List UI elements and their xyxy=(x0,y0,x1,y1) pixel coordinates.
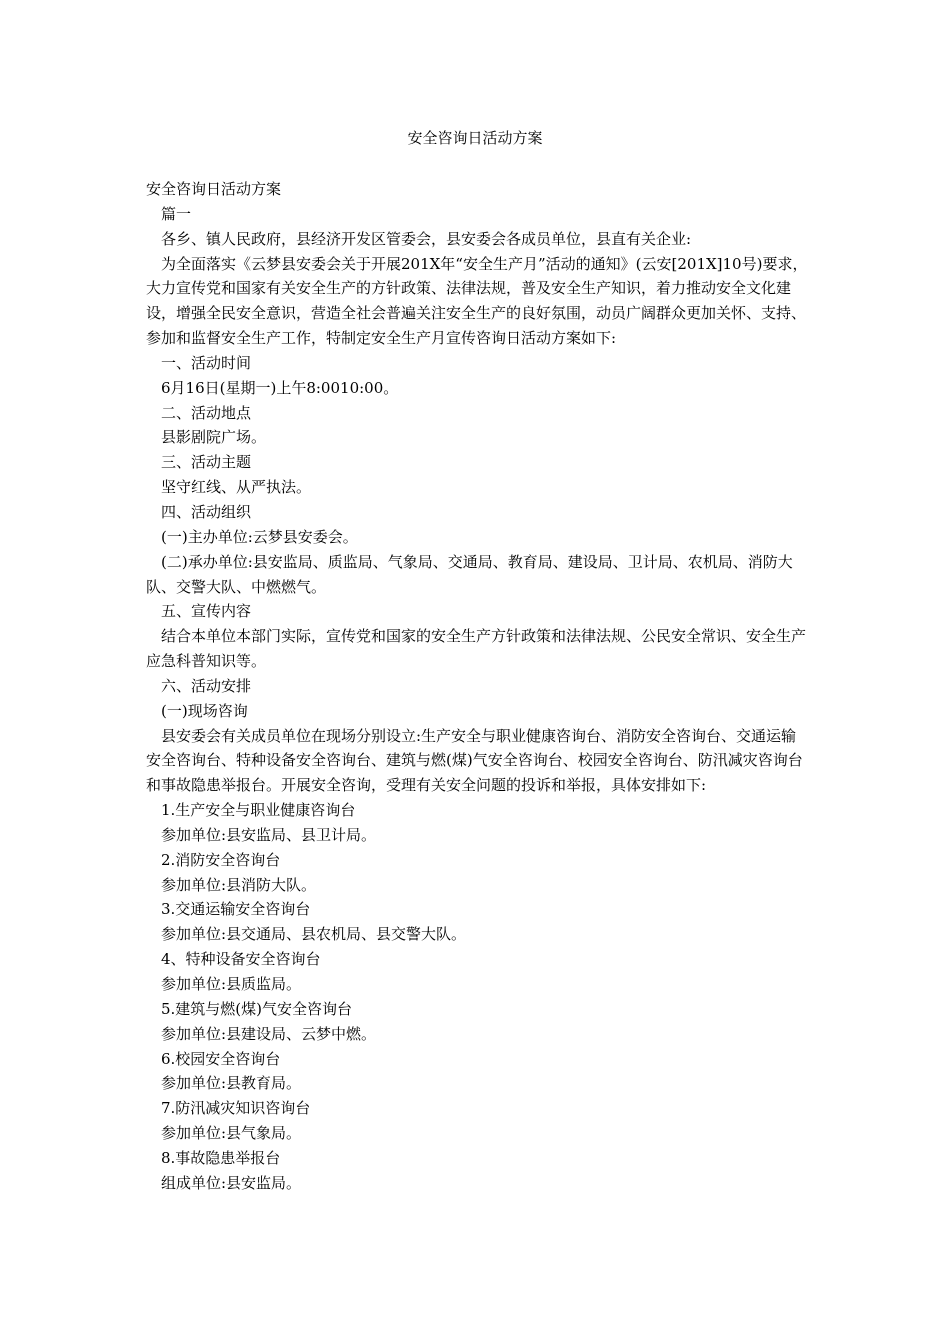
document-title: 安全咨询日活动方案 xyxy=(407,129,543,147)
paragraph: 结合本单位本部门实际，宣传党和国家的安全生产方针政策和法律法规、公民安全常识、安全生产应急科普知识等。 xyxy=(146,627,807,671)
paragraph: 县安委会有关成员单位在现场分别设立:生产安全与职业健康咨询台、消防安全咨询台、交通运输安全咨询台、特种设备安全咨询台、建筑与燃(煤)气安全咨询台、校园安全咨询台、防汛减灾咨询台和事故隐患举报台。开展安全咨询，受理有关安全问题的投诉和举报，具体安排如下: xyxy=(146,726,803,795)
paragraph: (一)主办单位:云梦县安委会。 xyxy=(161,527,358,546)
paragraph: 2.消防安全咨询台 xyxy=(161,850,281,869)
paragraph: 4、特种设备安全咨询台 xyxy=(161,950,321,969)
paragraph: 5.建筑与燃(煤)气安全咨询台 xyxy=(161,999,353,1018)
paragraph: 8.事故隐患举报台 xyxy=(161,1148,281,1167)
document-body xyxy=(146,177,810,1196)
paragraph: 6月16日(星期一)上午8:0010:00。 xyxy=(161,378,399,397)
paragraph: 六、活动安排 xyxy=(161,676,252,695)
paragraph: 7.防汛减灾知识咨询台 xyxy=(161,1099,311,1118)
paragraph: 6.校园安全咨询台 xyxy=(161,1049,281,1068)
paragraph: (二)承办单位:县安监局、质监局、气象局、交通局、教育局、建设局、卫计局、农机局、消防大队、交警大队、中燃燃气。 xyxy=(146,552,793,596)
paragraph: 3.交通运输安全咨询台 xyxy=(161,900,311,919)
paragraph: 五、宣传内容 xyxy=(161,602,252,621)
paragraph: 四、活动组织 xyxy=(161,502,252,521)
paragraph: 参加单位:县气象局。 xyxy=(161,1124,302,1143)
paragraph: 参加单位:县教育局。 xyxy=(161,1074,302,1093)
paragraph: 参加单位:县质监局。 xyxy=(161,975,302,993)
paragraph: 参加单位:县交通局、县农机局、县交警大队。 xyxy=(161,925,467,944)
paragraph: 坚守红线、从严执法。 xyxy=(161,478,312,497)
paragraph: 1.生产安全与职业健康咨询台 xyxy=(161,801,356,820)
paragraph: 三、活动主题 xyxy=(161,453,252,472)
paragraph: 一、活动时间 xyxy=(161,353,252,372)
paragraph: 为全面落实《云梦县安委会关于开展201X年“安全生产月”活动的通知》(云安[201X]10号)要求，大力宣传党和国家有关安全生产的方针政策、法律法规，普及安全生产知识，着力推动安全文化建设，增强全民安全意识，营造全社会普遍关注安全生产的良好氛围，动员广阔群众更加关怀、支持、参加和监督安全生产工作，特制定安全生产月宣传咨询日活动方案如下: xyxy=(146,254,808,348)
paragraph: 参加单位:县安监局、县卫计局。 xyxy=(161,825,377,844)
paragraph: 县影剧院广场。 xyxy=(161,428,267,447)
paragraph: 参加单位:县消防大队。 xyxy=(161,875,317,894)
paragraph: 篇一 xyxy=(161,204,192,223)
paragraph: (一)现场咨询 xyxy=(161,701,248,720)
paragraph: 二、活动地点 xyxy=(161,403,252,422)
paragraph: 组成单位:县安监局。 xyxy=(161,1173,302,1192)
paragraph: 参加单位:县建设局、云梦中燃。 xyxy=(161,1024,377,1043)
paragraph: 各乡、镇人民政府，县经济开发区管委会，县安委会各成员单位，县直有关企业: xyxy=(161,229,692,248)
paragraph: 安全咨询日活动方案 xyxy=(146,180,282,198)
